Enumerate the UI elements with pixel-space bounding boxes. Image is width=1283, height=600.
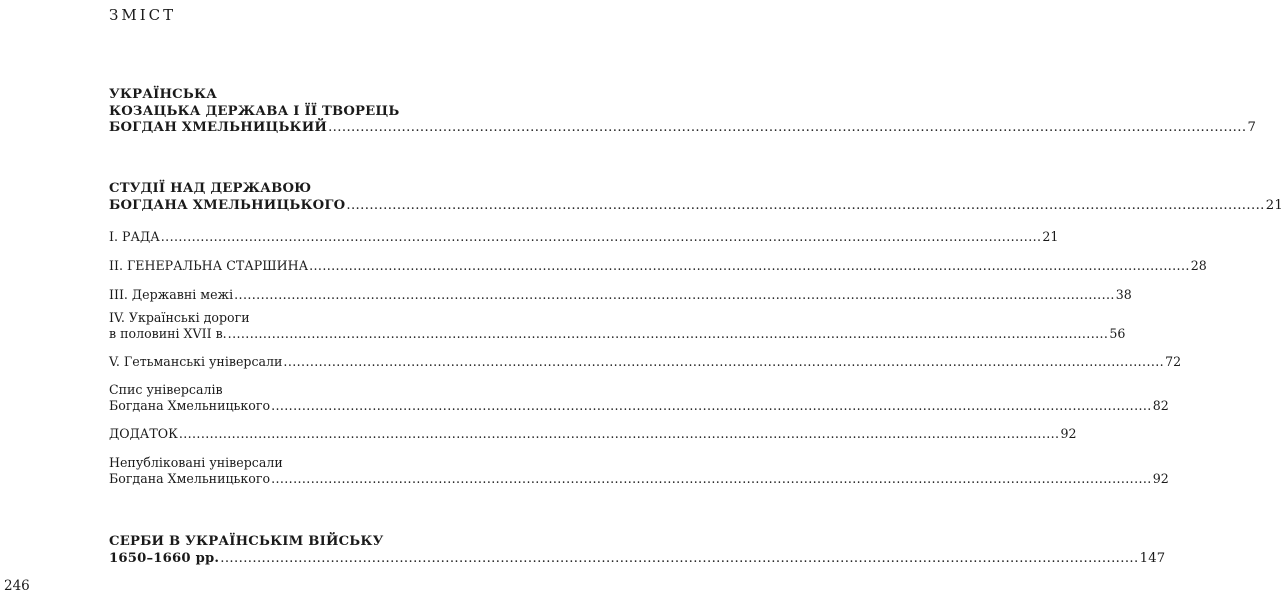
toc-entry-state-borders bbox=[109, 287, 1132, 303]
toc-page-number: 82 bbox=[1152, 398, 1169, 413]
toc-entry-line: СЕРБИ В УКРАЇНСЬКІМ ВІЙСЬКУ bbox=[109, 534, 384, 549]
toc-entry-rada bbox=[109, 229, 1059, 245]
toc-entry-unpublished-universals bbox=[109, 455, 1169, 487]
toc-page-number: 147 bbox=[1139, 550, 1166, 566]
dot-leader: ........................................................................................................................................................................................................ bbox=[328, 120, 1247, 135]
toc-page-number: 28 bbox=[1190, 258, 1207, 273]
toc-entry-line: БОГДАН ХМЕЛЬНИЦЬКИЙ bbox=[109, 120, 328, 135]
toc-entry-serbs-in-ukrainian-army bbox=[109, 534, 1166, 567]
toc-entry-line: Богдана Хмельницького bbox=[109, 471, 271, 486]
toc-entry-line: Спис універсалів bbox=[109, 382, 223, 397]
dot-leader: ........................................................................................................................................................................................................ bbox=[227, 326, 1109, 341]
toc-entry-appendix bbox=[109, 426, 1077, 442]
toc-entry-line: в половині XVII в. bbox=[109, 326, 227, 341]
toc-entry-line: УКРАЇНСЬКА bbox=[109, 87, 218, 102]
toc-page-number: 92 bbox=[1060, 426, 1077, 441]
toc-entry-lastline bbox=[109, 426, 1077, 442]
toc-entry-lastline bbox=[109, 120, 1257, 137]
dot-leader: ........................................................................................................................................................................................................ bbox=[178, 426, 1060, 441]
toc-entry-lastline bbox=[109, 550, 1166, 568]
dot-leader: ........................................................................................................................................................................................................ bbox=[283, 354, 1165, 369]
dot-leader: ........................................................................................................................................................................................................ bbox=[220, 550, 1139, 566]
toc-entry-lastline bbox=[109, 229, 1059, 245]
toc-entry-line: СТУДІЇ НАД ДЕРЖАВОЮ bbox=[109, 181, 312, 196]
dot-leader: ........................................................................................................................................................................................................ bbox=[346, 197, 1265, 213]
dot-leader: ........................................................................................................................................................................................................ bbox=[309, 258, 1190, 273]
toc-entry-lastline bbox=[109, 258, 1207, 274]
toc-entry-studies-on-state bbox=[109, 181, 1283, 214]
toc-entry-lastline bbox=[109, 471, 1169, 487]
toc-page-number: 72 bbox=[1165, 354, 1182, 369]
toc-entry-line: БОГДАНА ХМЕЛЬНИЦЬКОГО bbox=[109, 197, 346, 213]
toc-entry-lastline bbox=[109, 354, 1182, 370]
toc-entry-line: Непубліковані універсали bbox=[109, 455, 283, 470]
dot-leader: ........................................................................................................................................................................................................ bbox=[234, 287, 1115, 302]
toc-entry-line: І. РАДА bbox=[109, 229, 160, 244]
toc-entry-lastline bbox=[109, 287, 1132, 303]
toc-entry-line: IV. Українські дороги bbox=[109, 310, 250, 325]
toc-page-number: 21 bbox=[1265, 197, 1283, 213]
toc-entry-lastline bbox=[109, 326, 1126, 342]
toc-entry-line: V. Гетьманські універсали bbox=[109, 354, 283, 369]
toc-entry-line: ІІ. ГЕНЕРАЛЬНА СТАРШИНА bbox=[109, 258, 309, 273]
toc-page-number: 7 bbox=[1247, 120, 1257, 135]
toc-entry-line: КОЗАЦЬКА ДЕРЖАВА І ЇЇ ТВОРЕЦЬ bbox=[109, 103, 400, 119]
toc-page-number: 38 bbox=[1115, 287, 1132, 302]
toc-entry-list-of-universals bbox=[109, 382, 1169, 414]
toc-page-number: 21 bbox=[1042, 229, 1059, 244]
toc-entry-lastline bbox=[109, 398, 1169, 414]
toc-page-number: 92 bbox=[1152, 471, 1169, 486]
toc-page-number: 56 bbox=[1109, 326, 1126, 341]
dot-leader: ........................................................................................................................................................................................................ bbox=[271, 398, 1152, 413]
toc-entry-ukrainian-cossack-state bbox=[109, 87, 1257, 137]
toc-entry-hetman-universals bbox=[109, 354, 1182, 370]
toc-entry-ukrainian-roads bbox=[109, 310, 1126, 342]
toc-entry-general-starshyna bbox=[109, 258, 1207, 274]
toc-entry-line: ІІІ. Державні межі bbox=[109, 287, 234, 302]
page-number: 246 bbox=[4, 578, 30, 594]
toc-entry-line: 1650–1660 рр. bbox=[109, 550, 220, 566]
contents-heading: ЗМІСТ bbox=[109, 6, 177, 24]
toc-entry-line: Богдана Хмельницького bbox=[109, 398, 271, 413]
toc-entry-line: ДОДАТОК bbox=[109, 426, 178, 441]
toc-entry-lastline bbox=[109, 197, 1283, 215]
dot-leader: ........................................................................................................................................................................................................ bbox=[160, 229, 1042, 244]
dot-leader: ........................................................................................................................................................................................................ bbox=[271, 471, 1152, 486]
